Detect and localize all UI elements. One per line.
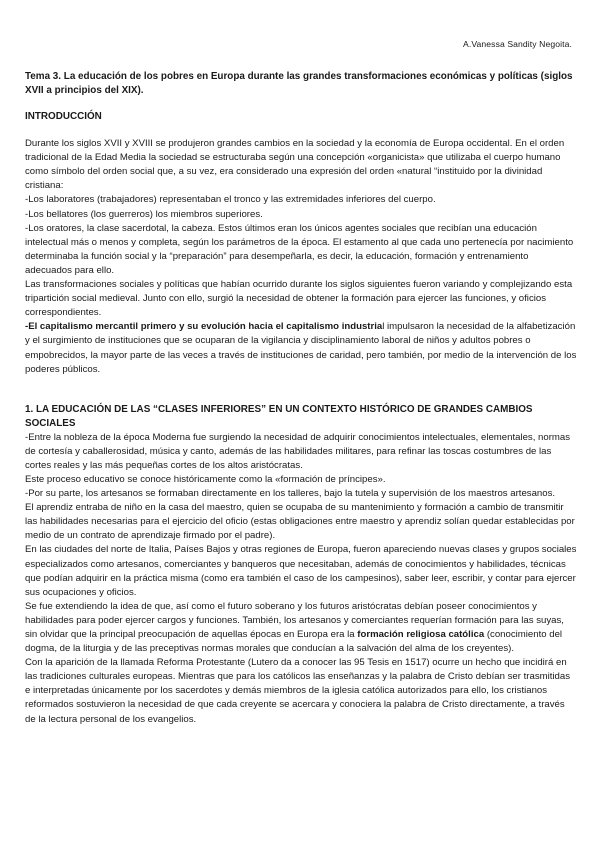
section-1-heading: 1. LA EDUCACIÓN DE LAS “CLASES INFERIORES” EN UN CONTEXTO HISTÓRICO DE GRANDES CAMBIOS SOCIALES <box>25 403 533 429</box>
section-1-artesanos: -Por su parte, los artesanos se formaban directamente en los talleres, bajo la tutela y supervisión de los maestros artesanos. <box>25 488 556 500</box>
catholic-before: Se fue extendiendo la idea de que, así como el futuro soberano y los futuros aristócratas debían poseer conocimientos y habilidades para poder ejercer cargos y funciones. También, los artesanos y comerciantes requerían formación para las suyas, sin olvidar que la principal preocupación de aquellas épocas en Europa era la <box>25 600 564 640</box>
catholic-after: (conocimiento del dogma, de la liturgia y de las preceptivas normas morales que conducían a la salvación del alma de los creyentes). <box>25 629 563 655</box>
capitalism-paragraph <box>25 320 577 376</box>
intro-transformaciones: Las transformaciones sociales y políticas que habían ocurrido durante los siglos siguientes fueron variando y complejizando esta tripartición social medieval. Junto con ello, surgió la necesidad de obtener la formación para ejercer las funciones, y oficios correspondientes. <box>25 279 573 319</box>
document-body <box>25 70 577 727</box>
author-name: A.Vanessa Sandity Negoita. <box>463 39 572 49</box>
intro-oratores: -Los oratores, la clase sacerdotal, la cabeza. Estos últimos eran los únicos agentes sociales que recibían una educación intelectual más o menos y completa, según los parámetros de la época. El estamento al que cada uno pertenecía por nacimiento determinaba la función social y la “preparación” para desempeñarla, es decir, la educación, formación y entrenamiento adecuados para ello. <box>25 222 574 276</box>
catholic-bold: formación religiosa católica <box>357 629 485 640</box>
section-1-aprendiz: El aprendiz entraba de niño en la casa del maestro, quien se ocupaba de su mantenimiento y formación a cambio de transmitir las habilidades necesarias para el ejercicio del oficio (estas obligaciones entre maestro y aprendiz solían quedar establecidas por medio de un contrato de aprendizaje firmado por el padre). <box>25 502 575 542</box>
intro-paragraph: Durante los siglos XVII y XVIII se produjeron grandes cambios en la sociedad y la economía de Europa occidental. En el orden tradicional de la Edad Media la sociedad se estructuraba según una concepción «organicista» que utilizaba el cuerpo humano como símbolo del orden social que, a su vez, era considerado una expresión del orden «natural “instituido por la divinidad cristiana: <box>25 138 565 192</box>
capitalism-bold: -El capitalismo mercantil primero y su evolución hacia el capitalismo industria <box>25 321 383 333</box>
intro-bellatores: -Los bellatores (los guerreros) los miembros superiores. <box>25 208 263 220</box>
reform-paragraph: Con la aparición de la llamada Reforma Protestante (Lutero da a conocer las 95 Tesis en 1517) ocurre un hecho que incidirá en las tradiciones culturales europeas. Mientras que para los católicos las enseñanzas y la palabra de Cristo debían ser trasmitidas e interpretadas únicamente por los sacerdotes y demás miembros de la iglesia católica autorizados para ello, los cristianos reformados sostuvieron la necesidad de que cada creyente se acercara y conociera la palabra de Cristo directamente, a través de la lectura personal de los evangelios. <box>25 657 570 725</box>
catholic-paragraph <box>25 600 577 656</box>
section-1-nobleza: -Entre la nobleza de la época Moderna fue surgiendo la necesidad de adquirir conocimientos intelectuales, elementales, normas de cortesía y caballerosidad, música y canto, además de las habilidades militares, para refinar las toscas costumbres de las cortes reales y las más pequeñas cortes de los altos aristócratas. <box>25 431 571 471</box>
document-title: Tema 3. La educación de los pobres en Europa durante las grandes transformaciones económicas y políticas (siglos XVII a principios del XIX). <box>25 71 573 96</box>
intro-laboratores: -Los laboratores (trabajadores) representaban el tronco y las extremidades inferiores del cuerpo. <box>25 194 436 206</box>
section-1-principes: Este proceso educativo se conoce históricamente como la «formación de príncipes». <box>25 473 386 485</box>
spacer <box>25 377 577 394</box>
capitalism-rest: l impulsaron la necesidad de la alfabetización y el surgimiento de instituciones que se ocuparan de la vigilancia y disciplinamiento laboral de niños y adultos pobres o empobrecidos, la mayor parte de las veces a través de instituciones de caridad, pero también, por medio de la intervención de los poderes públicos. <box>25 321 577 375</box>
section-1-ciudades: En las ciudades del norte de Italia, Países Bajos y otras regiones de Europa, fueron apareciendo nuevas clases y grupos sociales especializados como artesanos, comerciantes y banqueros que necesitaban, además de conocimientos y habilidades, técnicas que podían adquirir en la práctica misma (como era también el caso de los campesinos), saber leer, escribir, y contar para ejercer sus ocupaciones y oficios. <box>25 544 577 598</box>
intro-heading: INTRODUCCIÓN <box>25 111 102 122</box>
